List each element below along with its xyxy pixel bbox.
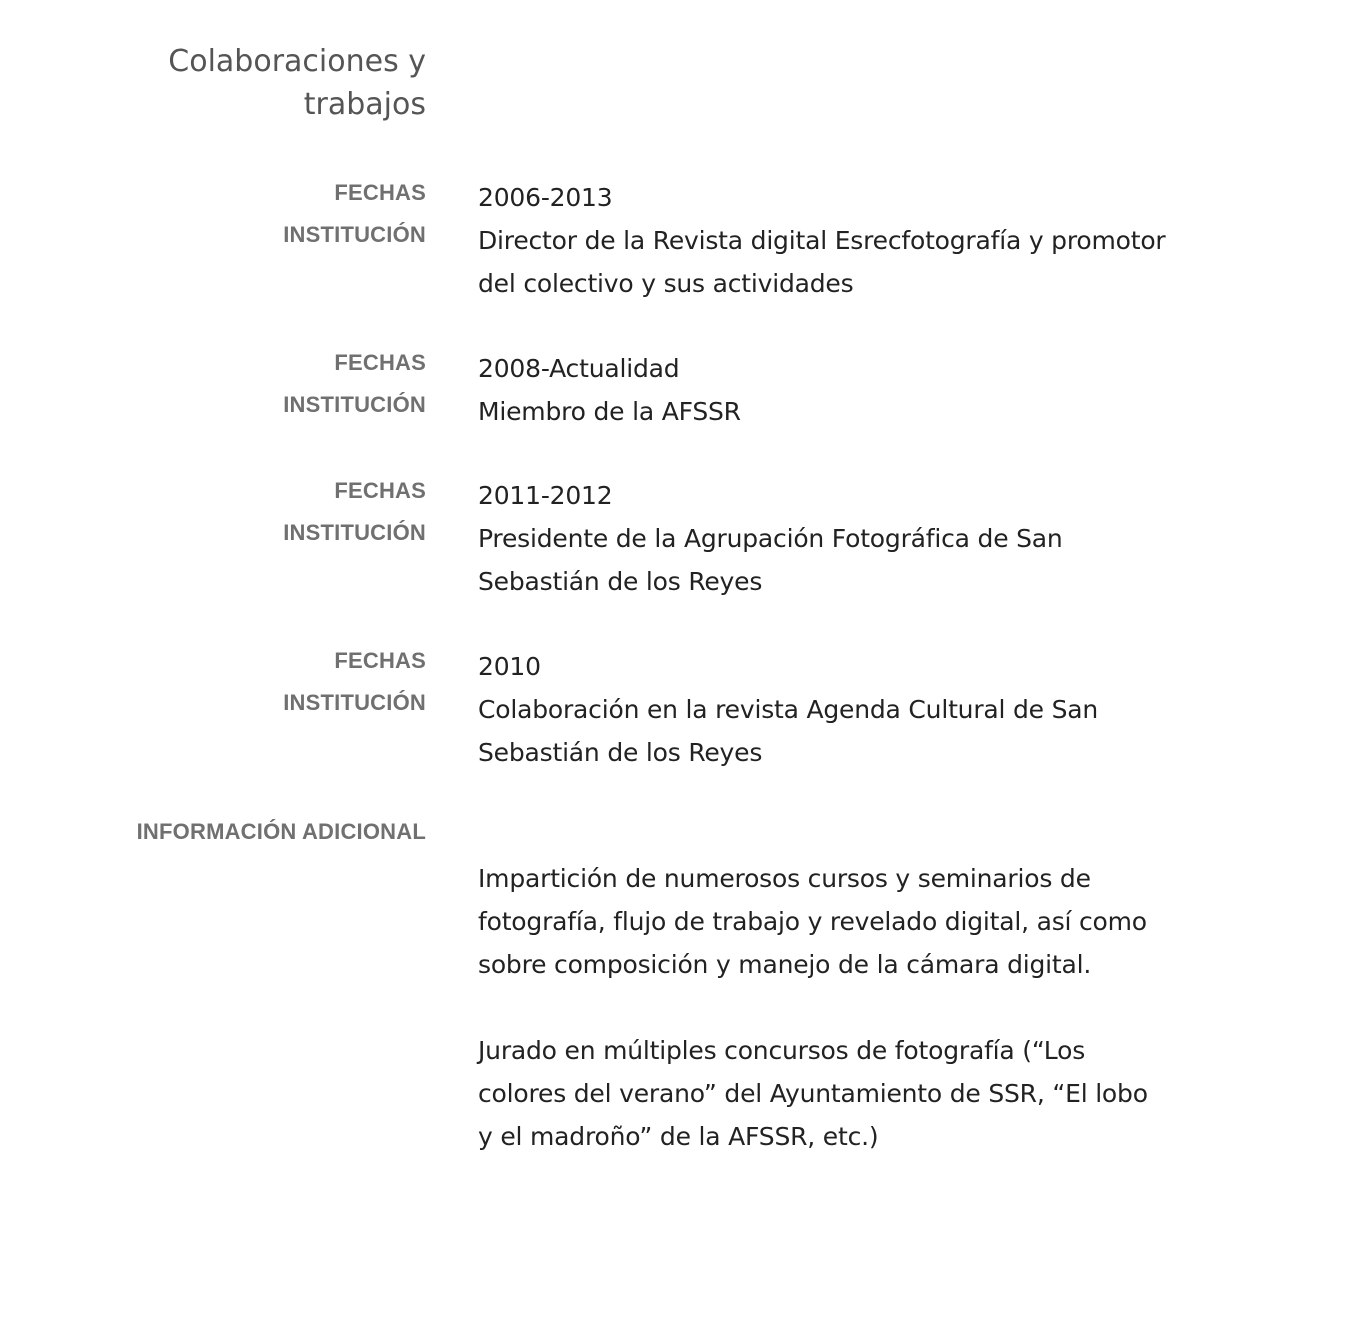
entry-3-institution: Presidente de la Agrupación Fotográfica de San Sebastián de los Reyes <box>478 524 1063 596</box>
entry-4-values <box>478 645 1168 774</box>
entry-1-values <box>478 176 1168 305</box>
additional-info-paragraph-1: Impartición de numerosos cursos y seminarios de fotografía, flujo de trabajo y revelado digital, así como sobre composición y manejo de la cámara digital. <box>478 864 1147 979</box>
section-title-line-2: trabajos <box>303 87 426 122</box>
entry-2-dates: 2008-Actualidad <box>478 354 680 383</box>
additional-info-label: INFORMACIÓN ADICIONAL <box>136 819 426 844</box>
entry-4-labels <box>0 640 426 724</box>
entry-2-institution: Miembro de la AFSSR <box>478 397 741 426</box>
institution-label: INSTITUCIÓN <box>283 520 426 545</box>
dates-label: FECHAS <box>334 180 426 205</box>
entry-4-institution: Colaboración en la revista Agenda Cultural de San Sebastián de los Reyes <box>478 695 1099 767</box>
entry-3-labels <box>0 470 426 554</box>
entry-2-labels <box>0 342 426 426</box>
entry-3-dates: 2011-2012 <box>478 481 613 510</box>
institution-label: INSTITUCIÓN <box>283 690 426 715</box>
entry-1-labels <box>0 172 426 256</box>
dates-label: FECHAS <box>334 478 426 503</box>
paragraph-spacer <box>478 986 1168 1029</box>
institution-label: INSTITUCIÓN <box>283 392 426 417</box>
additional-info-paragraph-2: Jurado en múltiples concursos de fotografía (“Los colores del verano” del Ayuntamiento de SSR, “El lobo y el madroño” de la AFSSR, etc.) <box>478 1036 1148 1151</box>
entry-4-dates: 2010 <box>478 652 541 681</box>
section-title <box>0 40 426 126</box>
entry-1-dates: 2006-2013 <box>478 183 613 212</box>
entry-1-institution: Director de la Revista digital Esrecfotografía y promotor del colectivo y sus actividades <box>478 226 1166 298</box>
additional-info-values <box>478 857 1168 1158</box>
section-title-line-1: Colaboraciones y <box>168 44 426 79</box>
dates-label: FECHAS <box>334 350 426 375</box>
entry-2-values <box>478 347 1168 433</box>
entry-3-values <box>478 474 1168 603</box>
institution-label: INSTITUCIÓN <box>283 222 426 247</box>
dates-label: FECHAS <box>334 648 426 673</box>
